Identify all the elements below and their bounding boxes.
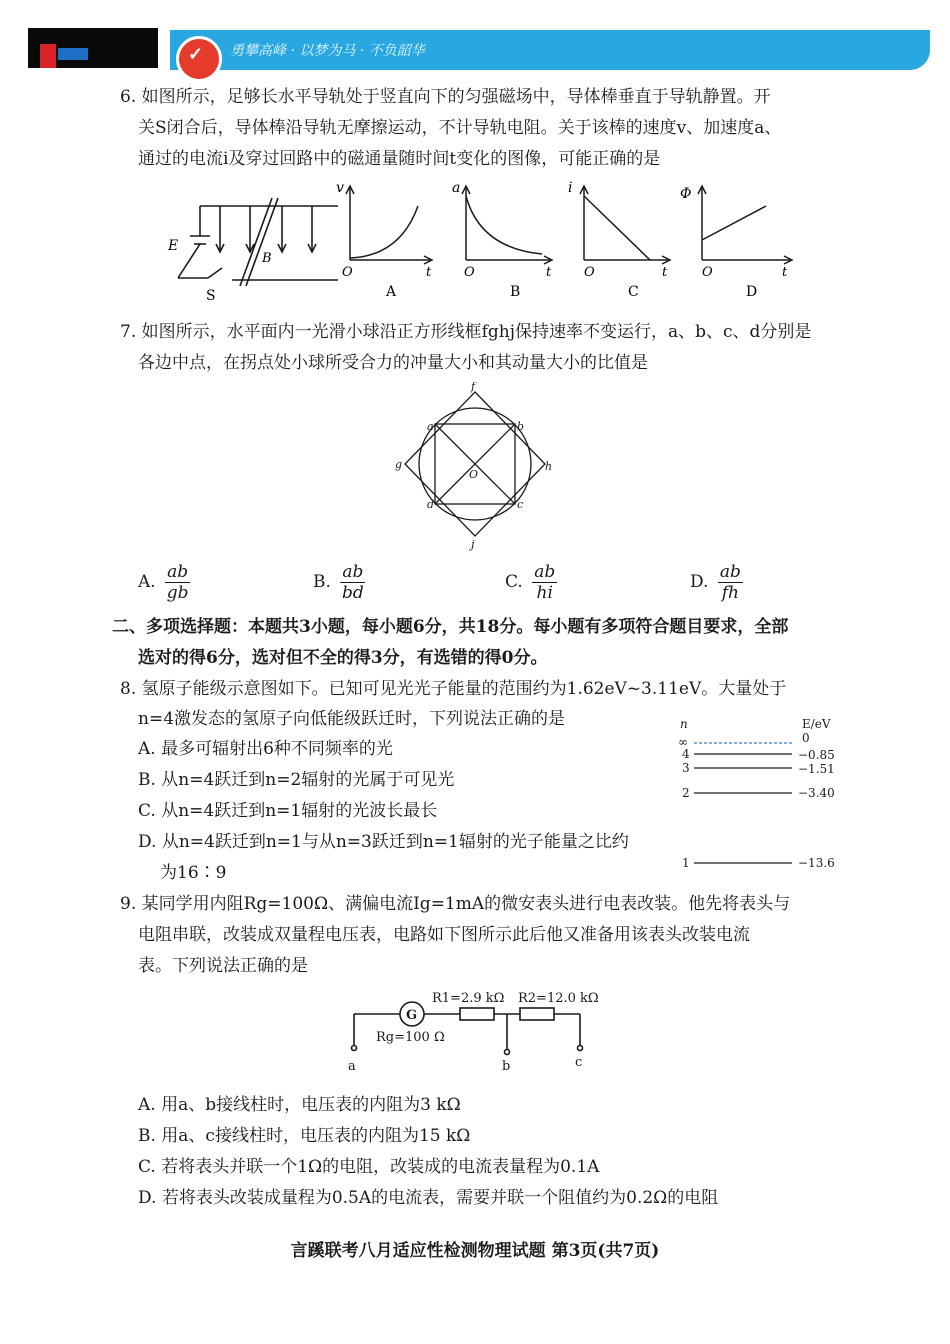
q8-level-inf-n: ∞ [678,735,688,749]
q6-graph-c-ylabel: i [568,180,573,196]
q8-level-4-n: 4 [682,747,690,761]
q9-line3: 表。下列说法正确的是 [138,956,308,976]
q7-label-c: c [517,498,524,511]
q8-option-c: C. 从n=4跃迁到n=1辐射的光波长最长 [138,801,438,821]
q7-option-d-label: D. [690,572,709,592]
q9-option-d: D. 若将表头改装成量程为0.5A的电流表，需要并联一个阻值约为0.2Ω的电阻 [138,1188,719,1208]
q9-option-c: C. 若将表头并联一个1Ω的电阻，改装成的电流表量程为0.1A [138,1157,600,1177]
q9-terminal-b: b [502,1059,511,1074]
q6-graph-a [346,186,432,264]
q7-figure [395,382,555,552]
q8-energy-level-diagram [674,714,844,876]
q8-level-1-n: 1 [682,856,690,870]
q6-graph-b [462,186,552,264]
q7-option-c-den: hi [536,583,553,603]
section2-title: 二、多项选择题：本题共3小题，每小题6分，共18分。每小题有多项符合题目要求，全部 [112,617,789,637]
q9-option-b: B. 用a、c接线柱时，电压表的内阻为15 kΩ [138,1126,471,1146]
q7-option-a-label: A. [138,572,156,592]
q7-label-d: d [427,498,435,511]
q6-line2: 关S闭合后，导体棒沿导轨无摩擦运动，不计导轨电阻。关于该棒的速度v、加速度a、 [138,118,782,138]
q6-graph-a-origin: O [342,265,353,280]
q8-line1: 8. 氢原子能级示意图如下。已知可见光光子能量的范围约为1.62eV~3.11eV。大量处于 [120,679,787,699]
q8-e-header: E/eV [802,717,831,731]
q6-graph-a-ylabel: v [336,180,344,196]
q9-terminal-c: c [575,1055,583,1070]
q7-label-g: g [395,458,403,471]
q8-level-1-e: −13.6 [798,856,835,870]
q6-label-b: B [262,251,272,266]
q9-terminal-a: a [348,1059,356,1074]
q9-circuit-diagram [340,984,610,1074]
q8-level-4-e: −0.85 [798,748,835,762]
q6-graph-b-ylabel: a [452,180,461,196]
q8-line2: n=4激发态的氢原子向低能级跃迁时，下列说法正确的是 [138,709,566,729]
q9-r2-label: R2=12.0 kΩ [518,991,599,1006]
q6-graph-c-option: C [628,284,639,300]
q7-option-b-num: ab [342,562,364,582]
q7-line1: 7. 如图所示，水平面内一光滑小球沿正方形线框fghj保持速率不变运行，a、b、c、d分别是 [120,322,812,342]
q6-graph-c [580,186,670,264]
q7-line2: 各边中点，在拐点处小球所受合力的冲量大小和其动量大小的比值是 [138,353,648,373]
q7-option-d [690,562,743,603]
q6-graph-c-origin: O [584,265,595,280]
q8-level-3-n: 3 [682,761,690,775]
q7-label-j: j [471,538,475,551]
q6-label-e: E [168,238,179,254]
q7-option-d-num: ab [719,562,741,582]
q7-option-c-num: ab [534,562,556,582]
q7-label-b: b [517,420,525,433]
q7-option-a-num: ab [167,562,189,582]
q7-option-b-label: B. [313,572,331,592]
banner-text: 勇攀高峰 · 以梦为马 · 不负韶华 [230,43,425,59]
q6-graph-a-option: A [386,284,397,300]
q9-galvanometer-label: G [406,1008,418,1023]
q8-option-d-cont: 为16∶9 [160,863,227,883]
q8-option-a: A. 最多可辐射出6种不同频率的光 [138,739,393,759]
brand-logo-blue-mark [58,48,88,60]
q9-r1-label: R1=2.9 kΩ [432,991,505,1006]
q6-graph-d-option: D [746,284,758,300]
q6-graph-a-xlabel: t [426,265,432,280]
q8-level-2-e: −3.40 [798,786,835,800]
q8-level-inf-e: 0 [802,731,810,745]
q6-graph-d [698,186,792,264]
q6-circuit-diagram [178,198,338,286]
q8-option-b: B. 从n=4跃迁到n=2辐射的光属于可见光 [138,770,455,790]
q8-level-3-e: −1.51 [798,762,835,776]
q6-line3: 通过的电流i及穿过回路中的磁通量随时间t变化的图像，可能正确的是 [138,149,661,169]
q6-line1: 6. 如图所示，足够长水平导轨处于竖直向下的匀强磁场中，导体棒垂直于导轨静置。开 [120,87,771,107]
q9-rg-label: Rg=100 Ω [376,1030,445,1045]
q7-option-b-den: bd [341,583,364,603]
q6-graph-b-origin: O [464,265,475,280]
q6-figure [160,178,810,308]
brand-logo-red-mark [40,44,56,68]
q9-option-a: A. 用a、b接线柱时，电压表的内阻为3 kΩ [138,1095,461,1115]
q6-graph-d-xlabel: t [782,265,788,280]
q7-option-a [138,562,190,603]
q7-label-o: O [469,468,479,481]
q7-option-c [505,562,557,603]
q6-graph-d-ylabel: Φ [680,186,692,202]
q7-option-b [313,562,365,603]
q7-label-f: f [471,382,476,393]
q7-label-h: h [545,460,553,473]
q6-graph-b-xlabel: t [546,265,552,280]
q6-graph-d-origin: O [702,265,713,280]
q8-option-d: D. 从n=4跃迁到n=1与从n=3跃迁到n=1辐射的光子能量之比约 [138,832,629,852]
checkmark-icon: ✓ [188,44,204,65]
q7-option-a-den: gb [166,583,189,603]
q6-graph-c-xlabel: t [662,265,668,280]
q6-graph-b-option: B [510,284,521,300]
q8-level-2-n: 2 [682,786,690,800]
page-footer: 言蹊联考八月适应性检测物理试题 第3页(共7页) [290,1241,660,1261]
q9-line1: 9. 某同学用内阻Rg=100Ω、满偏电流Ig=1mA的微安表头进行电表改装。他先将表头与 [120,894,791,914]
q6-label-s: S [206,288,216,304]
q7-option-d-den: fh [721,583,739,603]
section2-subtitle: 选对的得6分，选对但不全的得3分，有选错的得0分。 [138,648,548,668]
q7-label-a: a [427,420,434,433]
q9-line2: 电阻串联，改装成双量程电压表，电路如下图所示此后他又准备用该表头改装电流 [138,925,750,945]
q8-n-header: n [680,717,688,731]
q7-option-c-label: C. [505,572,523,592]
